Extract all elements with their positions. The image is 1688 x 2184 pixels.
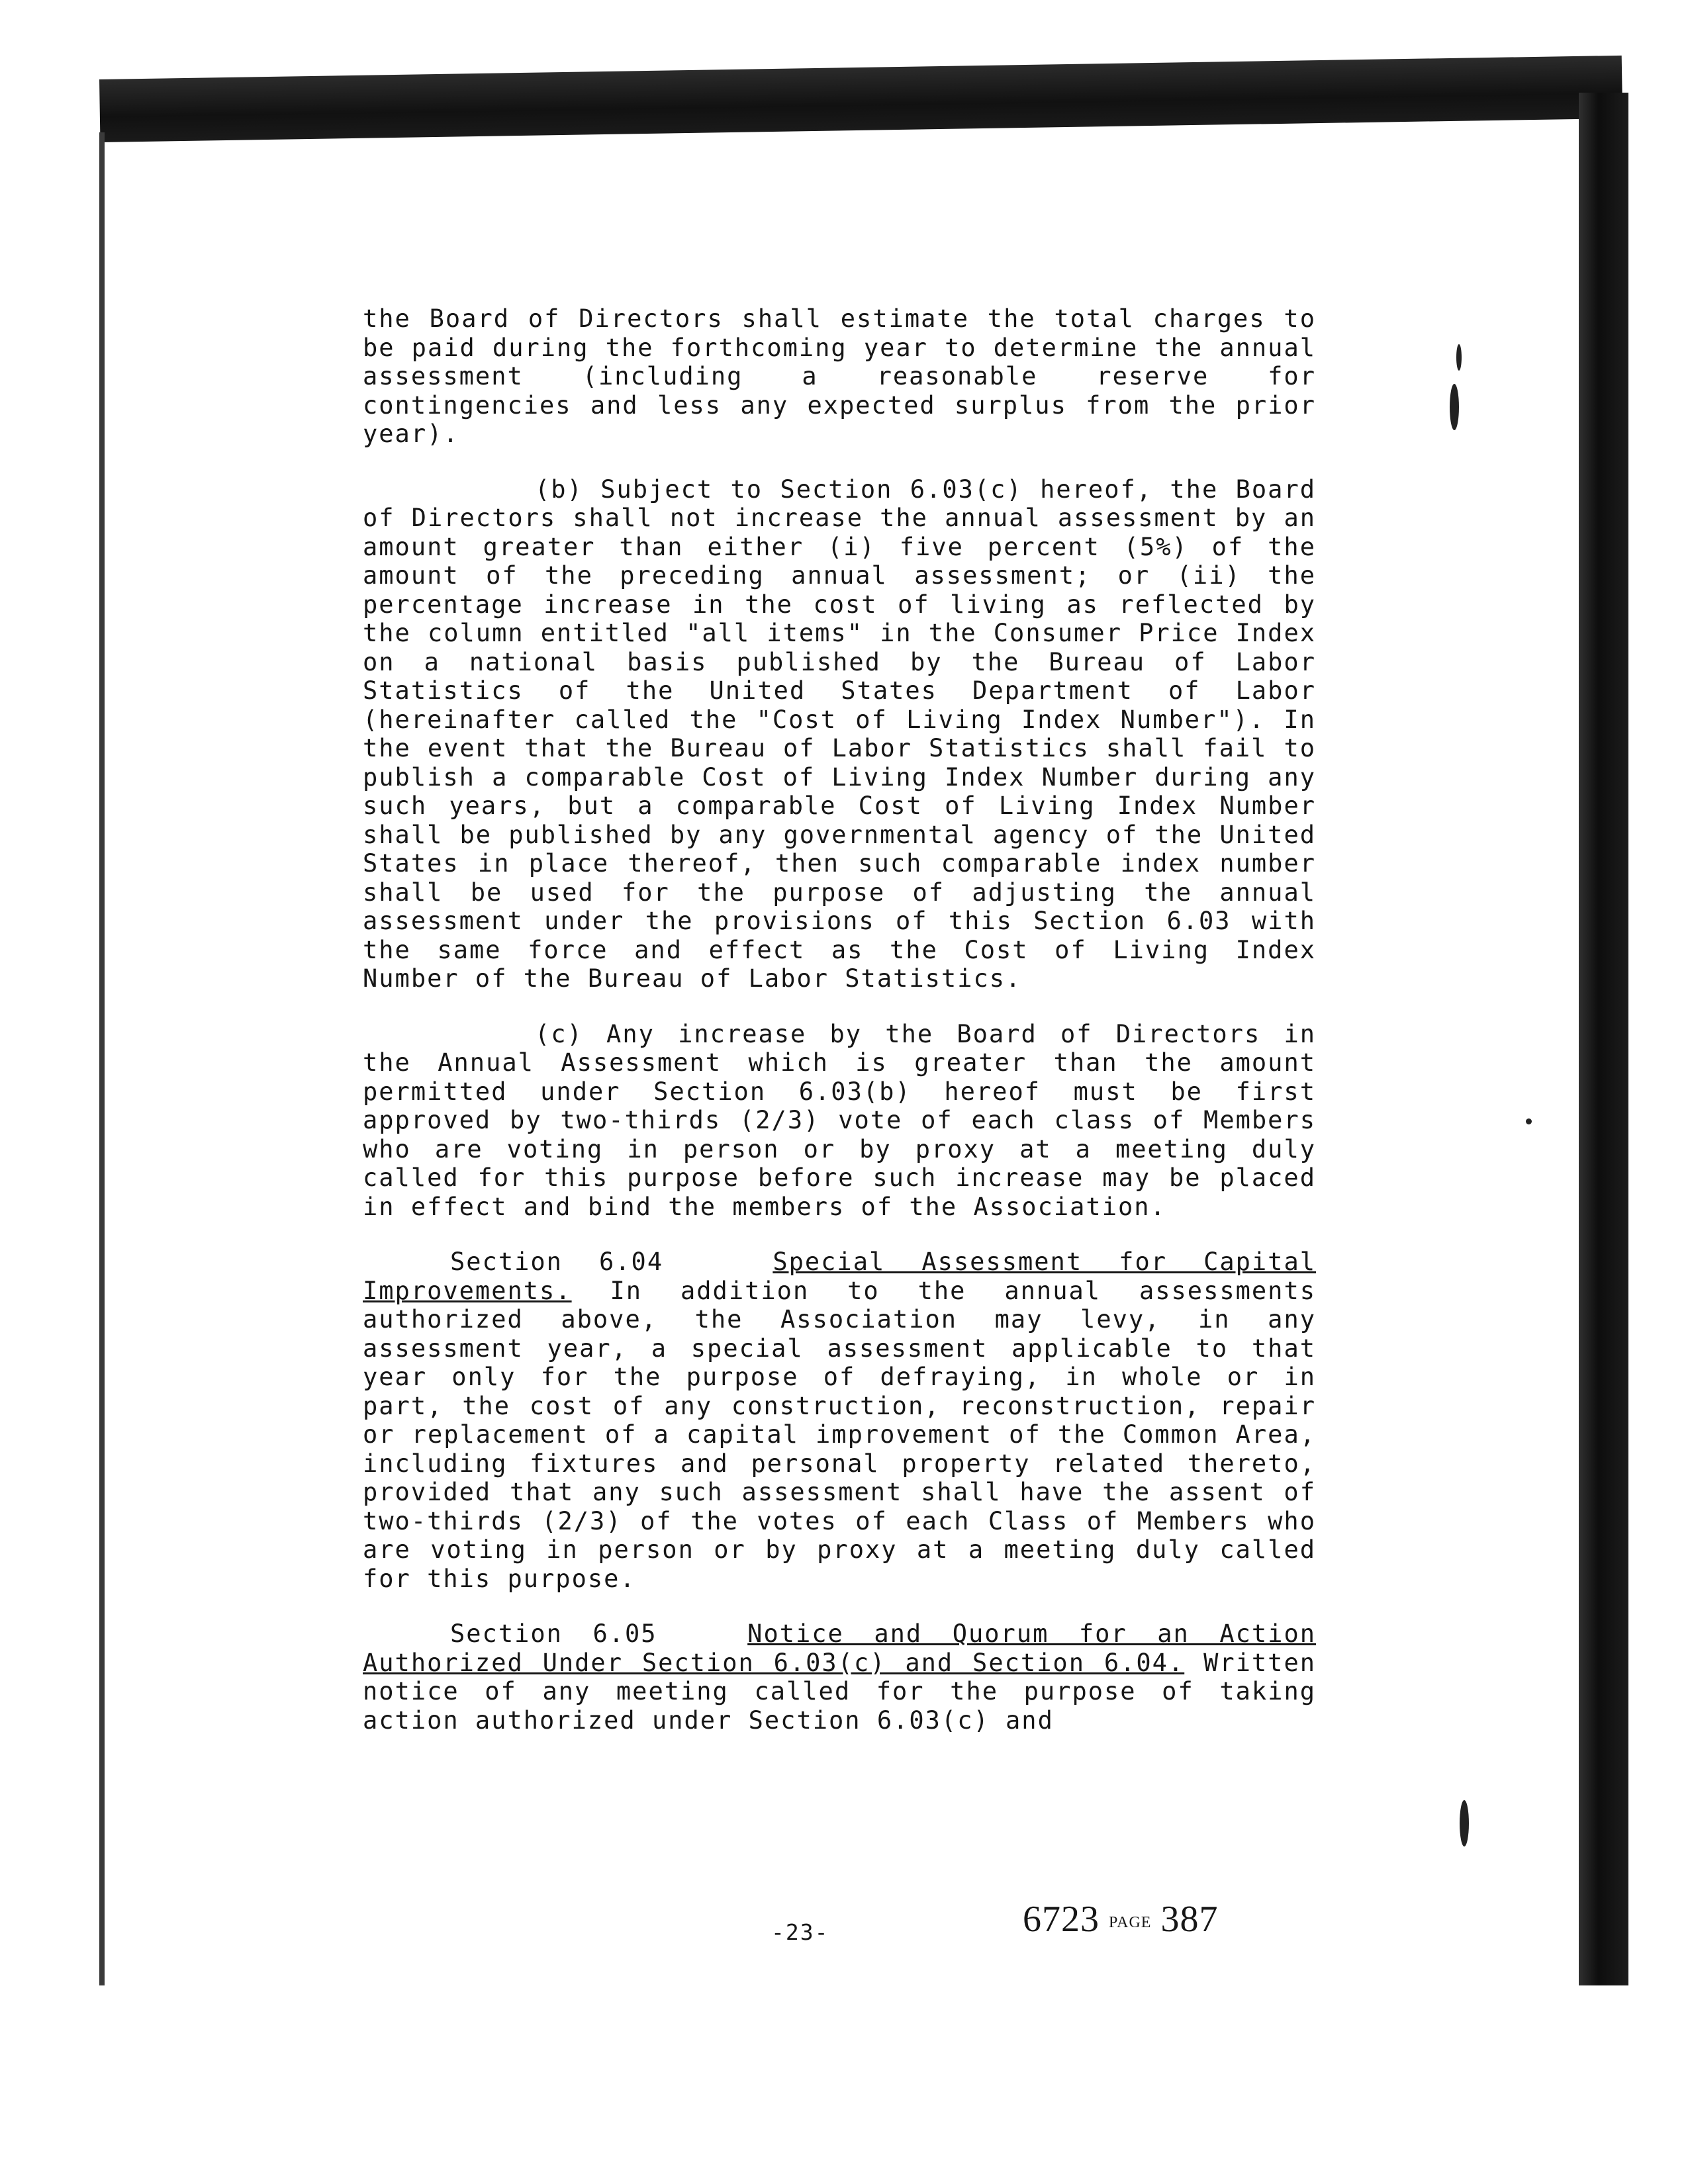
book-number: 6723 — [1023, 1899, 1100, 1940]
section-6-04 — [363, 1248, 1316, 1593]
section-heading: Notice and Quorum for an Action Authorized Under Section 6.03(c) and Section 6.04. — [363, 1619, 1317, 1677]
scan-speck — [1456, 344, 1462, 371]
scan-right-edge — [1579, 93, 1628, 1985]
section-number: Section 6.04 — [450, 1248, 664, 1276]
section-body: In addition to the annual assessments authorized above, the Association may levy, in any assessment year, a special assessment applicable to that year only for the purpose of defraying, in whole or in part, the cost of any construction, reconstruction, repair or replacement of a capital improvement of the Common Area, including fixtures and personal property related thereto, provided that any such assessment shall have the assent of two-thirds (2/3) of the votes of each Class of Members who are voting in person or by proxy at a meeting duly called for this purpose. — [363, 1276, 1316, 1593]
section-6-05 — [363, 1619, 1316, 1735]
scan-speck — [1526, 1118, 1532, 1124]
scan-speck — [1460, 1800, 1469, 1846]
paragraph-b: (b) Subject to Section 6.03(c) hereof, the Board of Directors shall not increase the annual assessment by an amount greater than either (i) five percent (5%) of the amount of the preceding annual assessment; or (ii) the percentage increase in the cost of living as reflected by the column entitled "all items" in the Consumer Price Index on a national basis published by the Bureau of Labor Statistics of the United States Department of Labor (hereinafter called the "Cost of Living Index Number"). In the event that the Bureau of Labor Statistics shall fail to publish a comparable Cost of Living Index Number during any such years, but a comparable Cost of Living Index Number shall be published by any governmental agency of the United States in place thereof, then such comparable index number shall be used for the purpose of adjusting the annual assessment under the provisions of this Section 6.03 with the same force and effect as the Cost of Living Index Number of the Bureau of Labor Statistics. — [363, 475, 1316, 993]
scan-top-edge — [99, 56, 1622, 142]
paragraph-c: (c) Any increase by the Board of Directors in the Annual Assessment which is greater than the amount permitted under Section 6.03(b) hereof must be first approved by two-thirds (2/3) vote of each class of Members who are voting in person or by proxy at a meeting duly called for this purpose before such increase may be placed in effect and bind the members of the Association. — [363, 1019, 1316, 1221]
document-body — [363, 304, 1316, 1761]
section-body: Written notice of any meeting called for the purpose of taking action authorized under Section 6.03(c) and — [363, 1648, 1317, 1735]
page-number: -23- — [771, 1919, 829, 1945]
page-label: PAGE — [1109, 1913, 1152, 1931]
section-heading: Special Assessment for Capital Improvements. — [363, 1248, 1316, 1305]
scan-left-edge — [99, 132, 105, 1985]
section-number: Section 6.05 — [450, 1619, 657, 1648]
book-page-stamp — [1023, 1898, 1218, 1940]
paragraph-continuation: the Board of Directors shall estimate the total charges to be paid during the forthcoming year to determine the annual assessment (including a reasonable reserve for contingencies and less any expected surplus from the prior year). — [363, 304, 1316, 448]
scan-speck — [1450, 384, 1459, 430]
book-page: 387 — [1160, 1899, 1219, 1940]
